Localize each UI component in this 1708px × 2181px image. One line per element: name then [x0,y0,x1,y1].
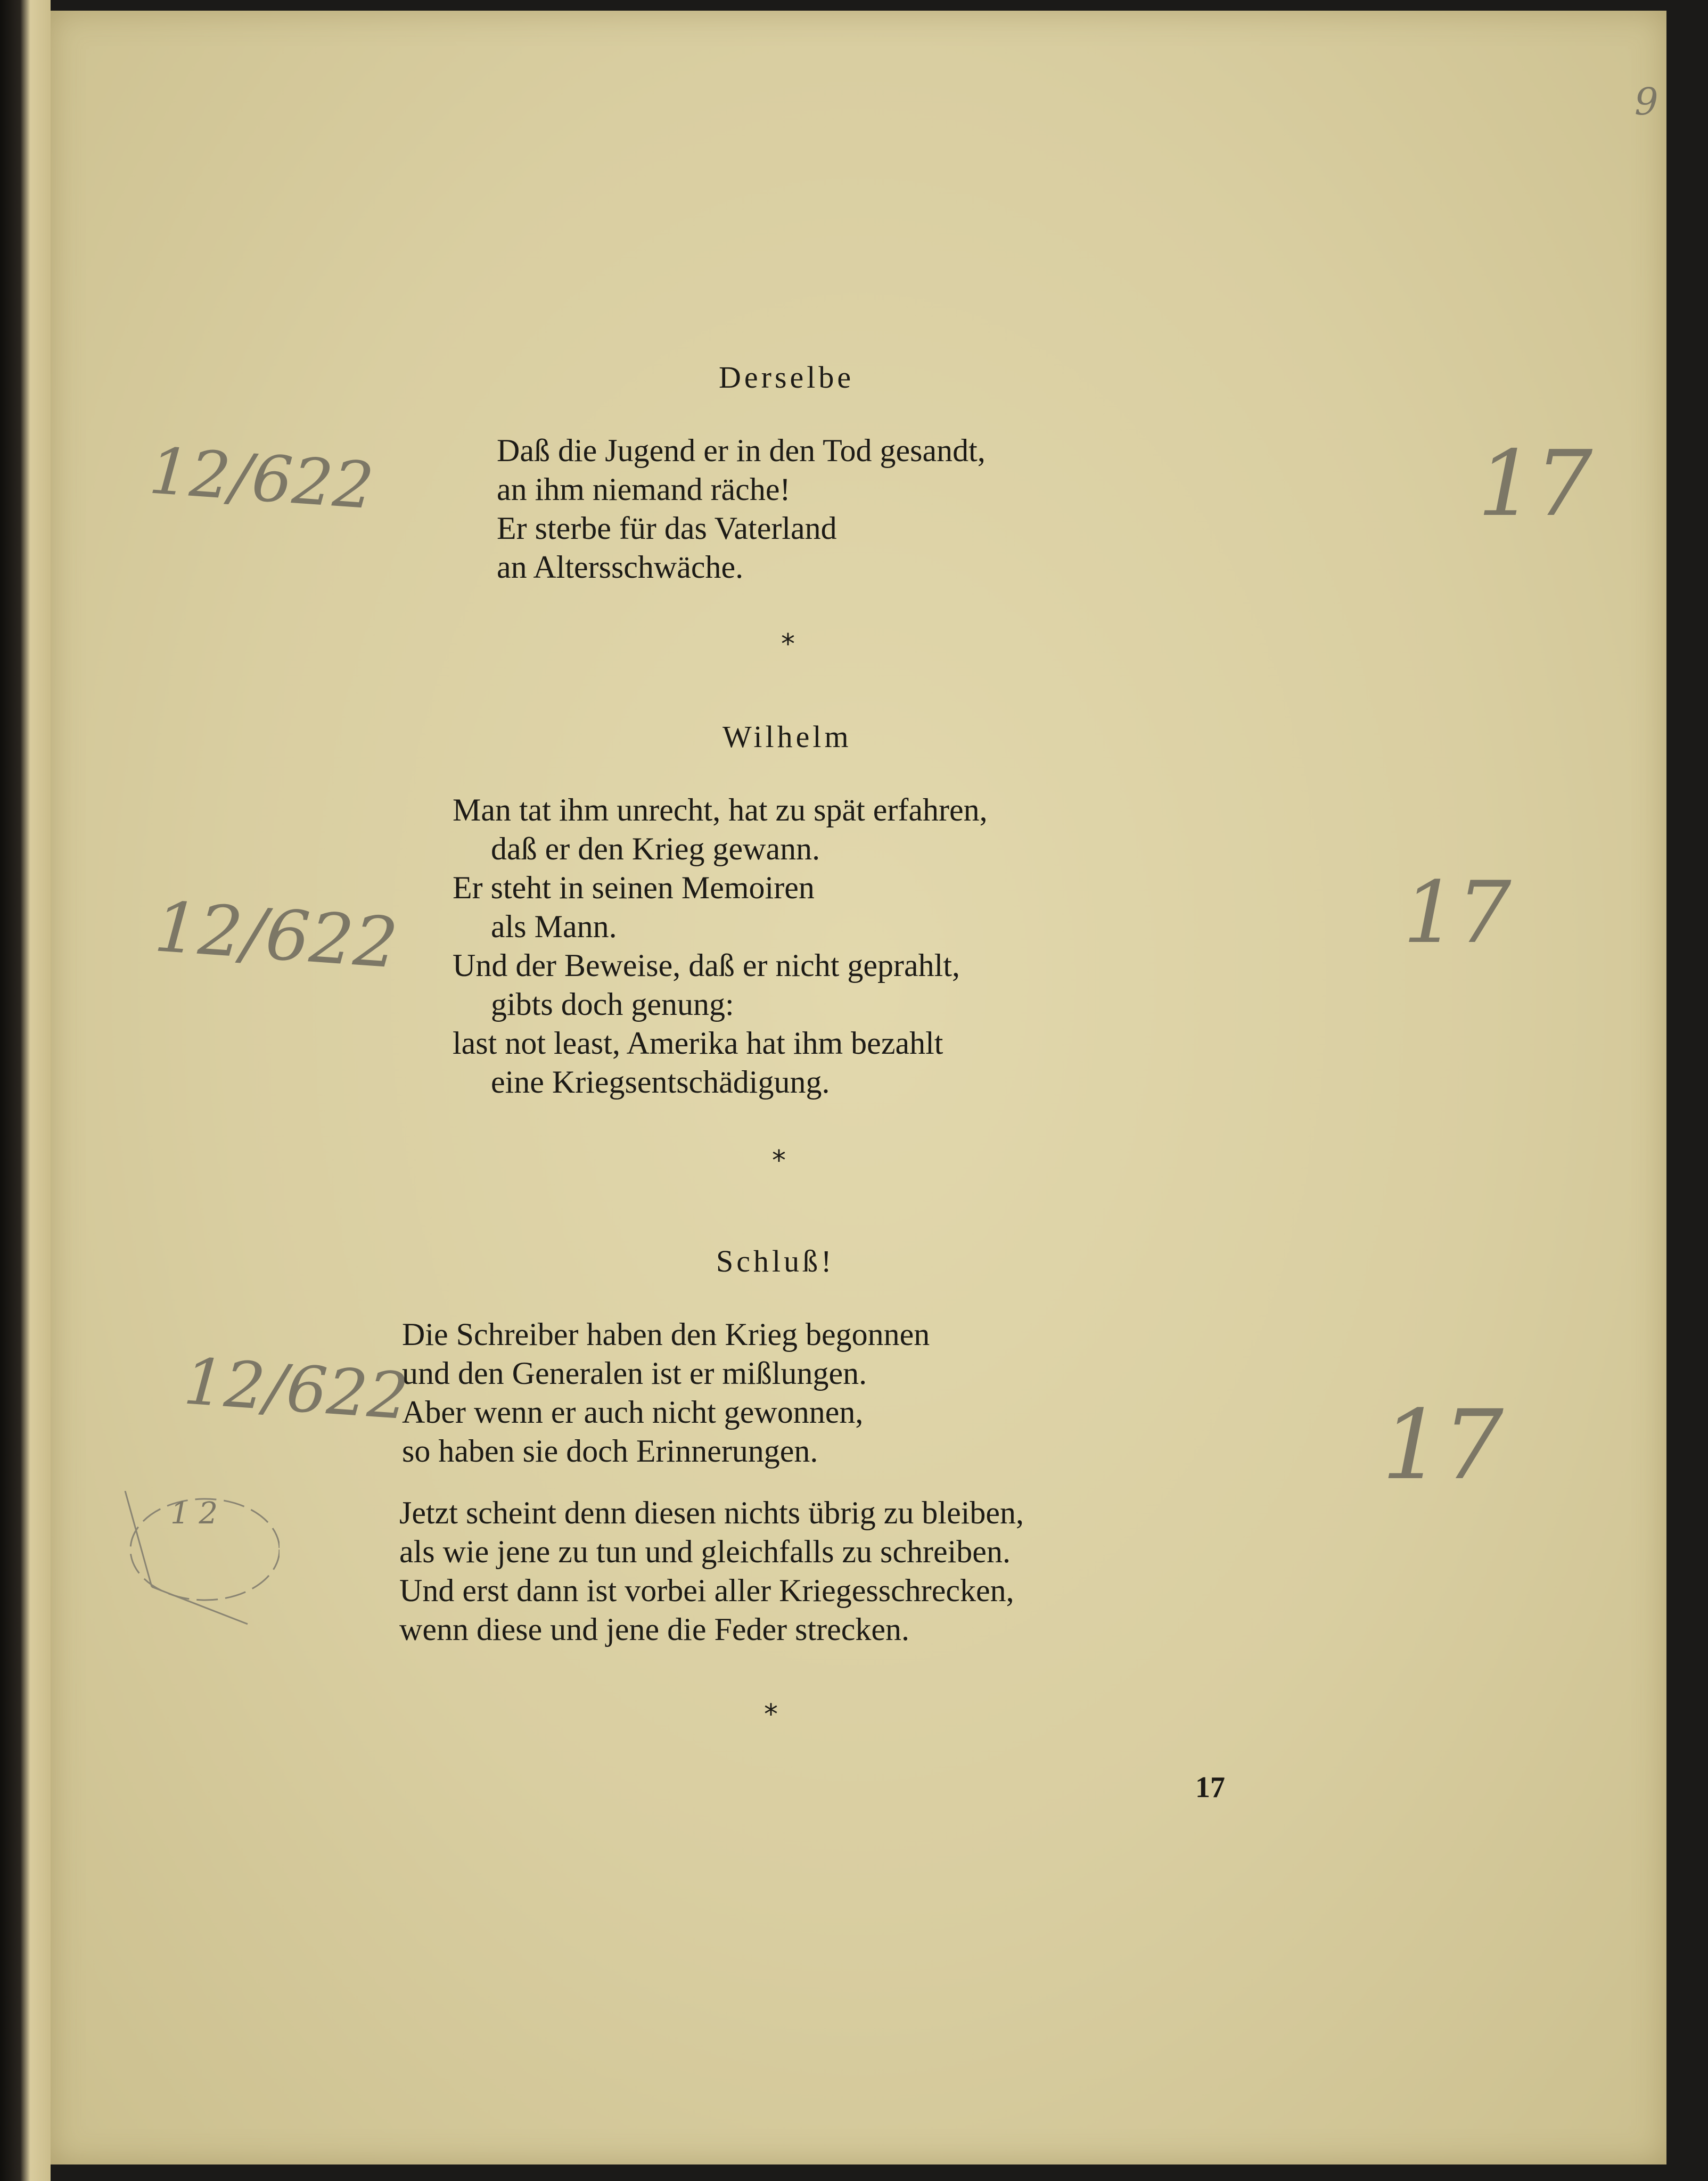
verse-line: als Mann. [491,909,617,944]
poem-stanza [402,1315,930,1471]
page-number: 17 [1195,1771,1225,1804]
verse-line: als wie jene zu tun und gleichfalls zu schreiben. [399,1534,1011,1569]
handwritten-mark: 17 [1403,863,1512,962]
verse-line: Die Schreiber haben den Krieg begonnen [402,1317,930,1352]
section-separator: * [781,628,795,660]
verse-line: Man tat ihm unrecht, hat zu spät erfahren, [453,792,988,827]
poem-title: Wilhelm [722,719,852,754]
verse-line: last not least, Amerika hat ihm bezahlt [453,1026,943,1061]
poem-text [453,791,988,1102]
verse-line: Er steht in seinen Memoiren [453,870,815,905]
book-spine [0,0,51,2181]
handwritten-circle-note: 1 2 [170,1496,218,1531]
verse-line: Und erst dann ist vorbei aller Kriegesschrecken, [399,1573,1014,1608]
poem-title: Schluß! [716,1244,835,1278]
handwritten-mark: 17 [1382,1390,1504,1501]
poem-text [497,431,986,587]
handwritten-catalog-mark: 12/622 [146,434,376,524]
handwritten-mark: 17 [1477,431,1593,537]
handwritten-catalog-mark: 12/622 [152,886,401,984]
poem-title: Derselbe [719,360,855,395]
section-separator: * [764,1699,778,1731]
verse-line: Daß die Jugend er in den Tod gesandt, [497,433,986,468]
handwritten-page-number: 9 [1635,80,1658,124]
verse-line: daß er den Krieg gewann. [491,831,820,866]
verse-line: wenn diese und jene die Feder strecken. [399,1612,909,1647]
handwritten-catalog-mark: 12/622 [181,1344,411,1434]
verse-line: eine Kriegsentschädigung. [491,1064,830,1100]
verse-line: und den Generalen ist er mißlungen. [402,1356,867,1391]
verse-line: an ihm niemand räche! [497,472,791,507]
verse-line: so haben sie doch Erinnerungen. [402,1433,818,1469]
verse-line: Aber wenn er auch nicht gewonnen, [402,1395,864,1430]
poem-stanza [399,1494,1024,1649]
verse-line: an Altersschwäche. [497,550,744,585]
book-page [51,11,1666,2164]
verse-line: Und der Beweise, daß er nicht geprahlt, [453,948,960,983]
section-separator: * [772,1145,786,1177]
verse-line: Jetzt scheint denn diesen nichts übrig zu bleiben, [399,1495,1024,1530]
verse-line: gibts doch genung: [491,987,734,1022]
verse-line: Er sterbe für das Vaterland [497,511,837,546]
